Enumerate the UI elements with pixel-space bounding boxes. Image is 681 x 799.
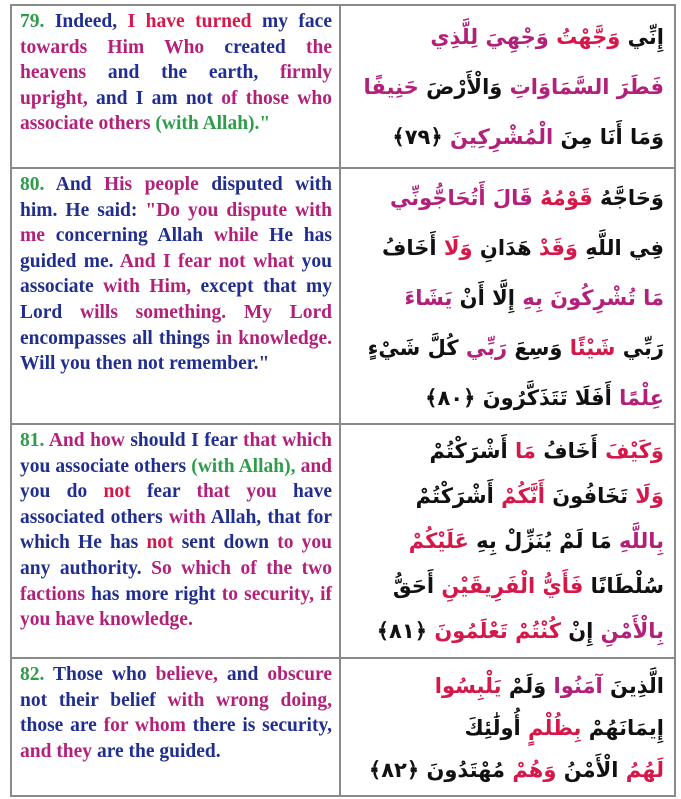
translation-segment: and the earth, [86,62,281,84]
translation-segment: with wrong doing, [167,689,332,711]
arabic-segment: بِالْأَمْنِ [593,619,664,643]
arabic-text [341,169,674,423]
verse-table [10,4,676,797]
arabic-segment: وَلَا [627,484,664,508]
arabic-line [349,273,664,323]
translation-segment: created [204,36,306,58]
translation-segment: any authority. [20,557,152,579]
arabic-segment: فِي اللَّهِ [577,236,664,260]
arabic-segment: قَوْمُهُ [532,186,593,210]
translation-segment: I have turned [127,11,252,32]
translation-segment: you associate [20,250,332,298]
translation-segment: with Him, [103,276,192,298]
translation-segment: there is security, [185,715,332,737]
arabic-segment: إِيمَانَهُمْ [581,716,664,740]
arabic-line [349,474,664,519]
arabic-segment: فَطَرَ السَّمَاوَاتِ [502,75,664,99]
translation-segment: He has guided me. [20,225,332,272]
arabic-segment: وَالْأَرْضَ [418,75,503,99]
arabic-line [349,62,664,112]
arabic-segment: أَخَافُ [535,439,598,463]
arabic-segment: أَفَلَا تَتَذَكَّرُونَ ﴿٨٠﴾ [425,386,612,410]
arabic-segment: تَخَافُونَ [544,484,628,508]
arabic-segment: إِنِّي [620,25,664,49]
verse-row-81 [12,425,674,659]
verse-row-82 [12,659,674,795]
arabic-line [349,173,664,223]
verse-number: 82. [20,664,45,685]
verse-number: 79. [20,11,45,32]
arabic-line [349,519,664,564]
translation-segment: And how [48,430,125,451]
arabic-segment: رَبِّي [458,336,508,360]
translation-segment: towards Him Who [20,36,205,58]
arabic-segment: عِلْمًا [611,386,664,410]
arabic-segment: وَلَمْ [501,674,547,698]
arabic-segment: وَهُمْ [505,758,557,782]
arabic-segment: كُلَّ شَيْءٍ [367,336,459,360]
translation-segment: sent down [173,532,278,554]
translation-segment: So which of the two factions [20,557,332,605]
translation-segment: obscure [267,664,332,685]
translation-segment: that you [196,481,277,503]
translation-segment: disputed with him. He said: [20,174,333,221]
translation-segment: wills something. My Lord [80,301,332,323]
arabic-segment: إِنْ [560,619,594,643]
translation-segment: Indeed, [44,11,128,32]
translation-segment: concerning Allah [44,225,214,247]
arabic-line [349,749,664,791]
translation-segment: firmly upright, [20,62,332,109]
translation-segment: not [146,532,174,554]
translation-segment: Those who [44,664,156,685]
arabic-line [349,323,664,373]
arabic-segment: قَالَ أَتُحَاجُّونِّي [390,186,533,210]
translation-segment: have associated others [20,481,332,528]
arabic-segment: وَسِعَ [507,336,563,360]
english-translation [12,425,341,657]
arabic-line [349,373,664,423]
arabic-segment: الْمُشْرِكِينَ [449,125,554,149]
arabic-segment: يَلْبِسُوا [434,674,502,698]
arabic-segment: مُهْتَدُونَ ﴿٨٢﴾ [368,758,506,782]
verse-number: 81. [20,430,45,451]
translation-segment: (with Allah), [191,455,296,477]
translation-segment: in knowledge. [215,327,332,349]
arabic-segment: أُولَٰئِكَ [464,716,521,740]
arabic-line [349,223,664,273]
translation-segment: has more right [85,583,222,605]
translation-segment: and [217,664,268,685]
arabic-segment: مَا [507,439,536,463]
arabic-segment: الْأَمْنُ [556,758,619,782]
translation-segment: Will you then not remember." [20,353,270,375]
arabic-segment: مَا تُشْرِكُونَ بِهِ [514,286,664,310]
translation-segment: And [44,174,104,195]
translation-segment: (with Allah)." [155,113,271,135]
arabic-segment: حَنِيفًا [363,75,419,99]
translation-segment: "Do you dispute with me [20,199,332,247]
arabic-segment: وَحَاجَّهُ [592,186,664,210]
translation-segment: while [213,225,259,247]
verse-row-80 [12,169,674,425]
arabic-segment: ﴿٨١﴾ [376,619,435,643]
translation-segment: my face [251,11,332,32]
arabic-line [349,12,664,62]
verse-row-79 [12,6,674,169]
arabic-segment: ﴿٧٩﴾ [392,125,450,149]
translation-segment: And I fear not what [119,250,295,272]
english-translation [12,659,341,795]
arabic-segment: كُنْتُمْ تَعْلَمُونَ [434,619,561,643]
translation-segment: that which [243,430,332,451]
translation-segment: His people [103,174,199,195]
english-translation [12,6,341,167]
arabic-line [349,665,664,707]
arabic-segment: هَدَانِ [472,236,532,260]
verse-number: 80. [20,174,45,195]
arabic-segment: وَجَّهْتُ [548,25,621,49]
translation-segment: are the guided. [92,740,221,762]
arabic-segment: أَنَّكُمْ [493,484,545,508]
arabic-text [341,425,674,657]
translation-segment: should I fear [124,430,244,451]
arabic-line [349,609,664,654]
arabic-segment: أَشْرَكْتُمْ [429,439,508,463]
arabic-segment: يَشَاءَ [404,286,453,310]
translation-segment: and I am not [87,87,222,109]
translation-segment: believe, [155,664,218,685]
arabic-segment: وَلَا [436,236,473,260]
translation-segment: to security, [221,583,314,605]
translation-segment: Allah, that for which He has [20,506,333,554]
arabic-segment: وَكَيْفَ [597,439,664,463]
translation-segment: to you [277,532,332,554]
arabic-line [349,429,664,474]
english-translation [12,169,341,423]
arabic-segment: وَمَا أَنَا مِنَ [553,125,664,149]
arabic-segment: بِظُلْمٍ [520,716,582,740]
arabic-text [341,659,674,795]
arabic-segment: سُلْطَانًا [583,574,664,598]
translation-segment: those are [20,715,104,737]
arabic-segment: إِلَّا أَنْ [452,286,515,310]
translation-segment: and they [20,740,93,762]
arabic-segment: الَّذِينَ [602,674,664,698]
arabic-segment: آمَنُوا [546,674,603,698]
arabic-segment: وَقَدْ [531,236,578,260]
translation-segment: not their belief [20,689,168,711]
arabic-segment: عَلَيْكُمْ [408,529,469,553]
translation-segment: of those who associate others [20,87,332,135]
arabic-segment: شَيْئًا [562,336,616,360]
translation-segment: and [300,455,333,477]
arabic-segment: مَا لَمْ يُنَزِّلْ بِهِ [468,529,612,553]
arabic-segment: لَهُمُ [618,758,664,782]
translation-segment: if you have knowledge. [20,583,333,631]
arabic-segment: رَبِّي [615,336,664,360]
translation-segment: you associate others [20,455,192,477]
arabic-segment: فَأَيُّ الْفَرِيقَيْنِ [434,574,584,598]
translation-segment: the heavens [20,36,332,84]
translation-segment: not [103,481,131,503]
translation-segment: for whom [103,715,186,737]
translation-segment: encompasses all things [20,327,216,349]
arabic-segment: بِاللَّهِ [611,529,664,553]
translation-segment: with [168,506,206,528]
arabic-segment: أَشْرَكْتُمْ [415,484,494,508]
arabic-segment: أَحَقُّ [392,574,435,598]
translation-segment: except that my Lord [20,276,333,323]
arabic-text [341,6,674,167]
translation-segment: fear [130,481,197,503]
arabic-line [349,707,664,749]
arabic-line [349,112,664,162]
arabic-segment: أَخَافُ [381,236,437,260]
arabic-line [349,564,664,609]
translation-segment: you do [20,481,104,503]
arabic-segment: وَجْهِيَ لِلَّذِي [430,25,549,49]
